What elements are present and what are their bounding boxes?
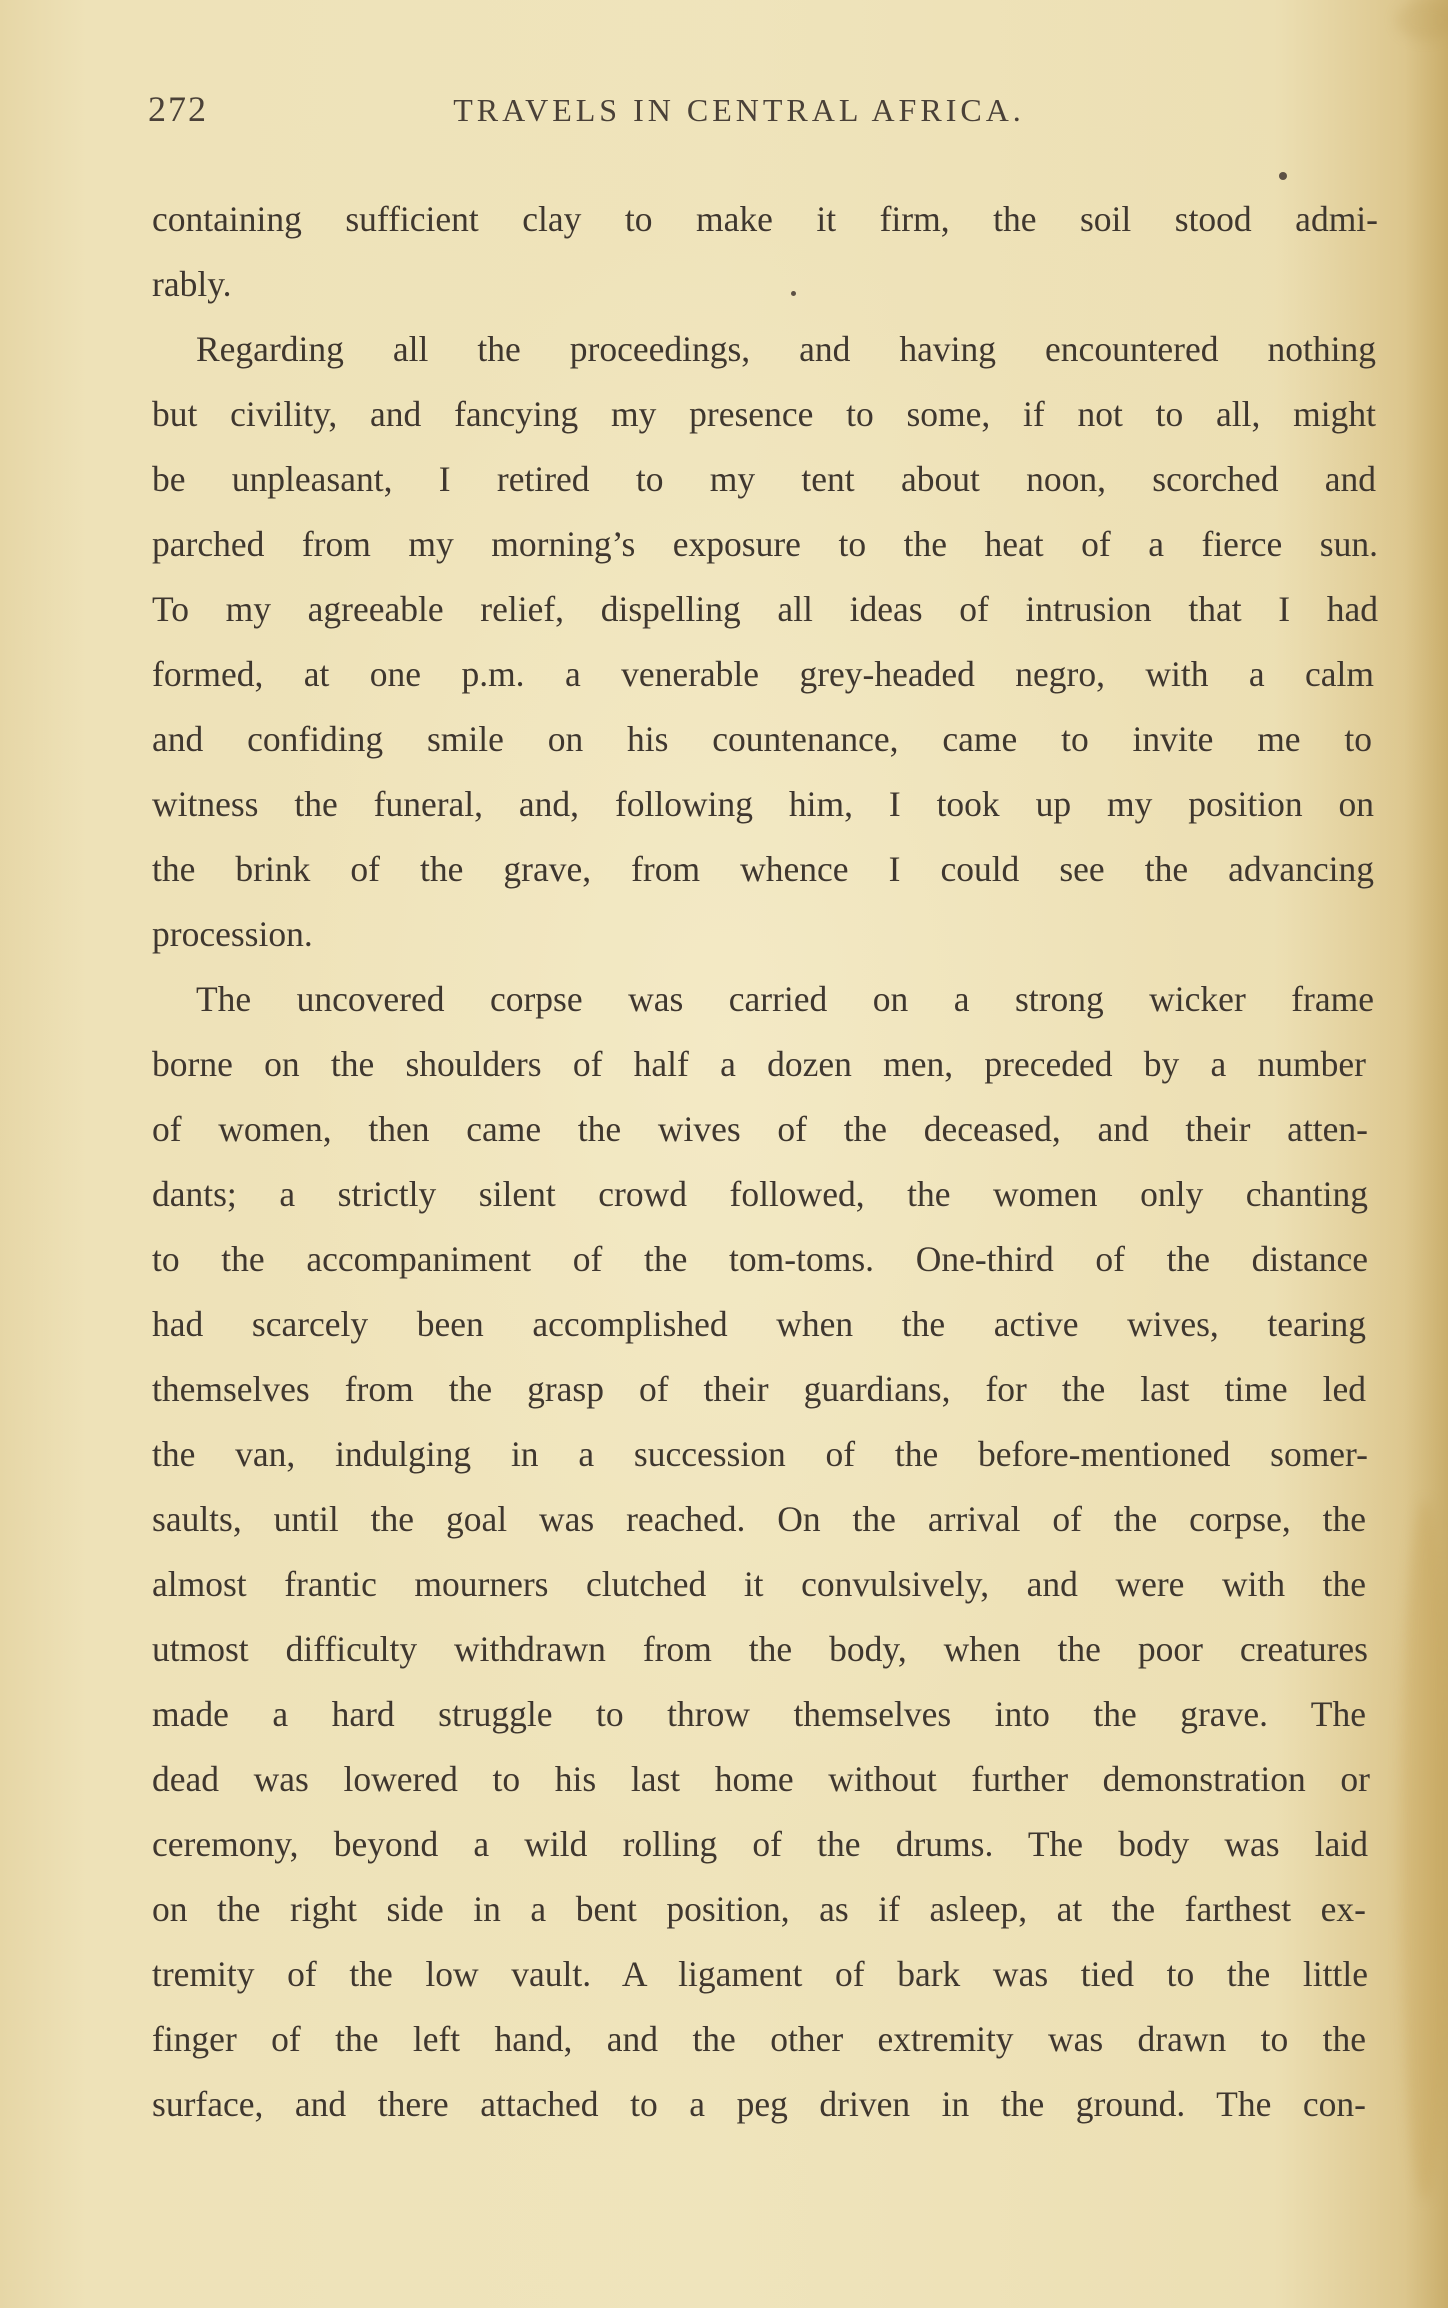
text-line: Regarding all the proceedings, and having encountered nothing xyxy=(196,329,1376,369)
text-line: but civility, and fancying my presence to some, if not to all, might xyxy=(152,394,1376,434)
text-line: tremity of the low vault. A ligament of bark was tied to the little xyxy=(152,1954,1368,1994)
paper-stain xyxy=(1396,0,1448,40)
text-line: to the accompaniment of the tom-toms. One-third of the distance xyxy=(152,1239,1368,1279)
text-line: of women, then came the wives of the deceased, and their atten- xyxy=(152,1109,1368,1149)
page-number: 272 xyxy=(148,89,208,129)
text-line: formed, at one p.m. a venerable grey-headed negro, with a calm xyxy=(152,654,1374,694)
text-line: parched from my morning’s exposure to the heat of a fierce sun. xyxy=(152,524,1378,564)
text-line: procession. xyxy=(152,914,313,954)
text-line: ceremony, beyond a wild rolling of the drums. The body was laid xyxy=(152,1824,1368,1864)
text-line: dants; a strictly silent crowd followed, the women only chanting xyxy=(152,1174,1368,1214)
text-line: be unpleasant, I retired to my tent about noon, scorched and xyxy=(152,459,1376,499)
text-line: and confiding smile on his countenance, came to invite me to xyxy=(152,719,1372,759)
text-line: the brink of the grave, from whence I could see the advancing xyxy=(152,849,1374,889)
text-line: rably. xyxy=(152,264,232,304)
text-line: utmost difficulty withdrawn from the body, when the poor creatures xyxy=(152,1629,1368,1669)
text-line: finger of the left hand, and the other extremity was drawn to the xyxy=(152,2019,1366,2059)
text-line: The uncovered corpse was carried on a strong wicker frame xyxy=(196,979,1374,1019)
ink-speck xyxy=(791,291,796,296)
running-header xyxy=(148,88,1330,148)
text-line: borne on the shoulders of half a dozen men, preceded by a number xyxy=(152,1044,1366,1084)
text-line: themselves from the grasp of their guardians, for the last time led xyxy=(152,1369,1366,1409)
text-line: witness the funeral, and, following him, I took up my position on xyxy=(152,784,1374,824)
text-line: the van, indulging in a succession of the before-mentioned somer- xyxy=(152,1434,1368,1474)
text-line: had scarcely been accomplished when the active wives, tearing xyxy=(152,1304,1366,1344)
text-line: surface, and there attached to a peg driven in the ground. The con- xyxy=(152,2084,1366,2124)
text-line: To my agreeable relief, dispelling all ideas of intrusion that I had xyxy=(152,589,1378,629)
paper-stain xyxy=(1400,1500,1448,2200)
running-title: TRAVELS IN CENTRAL AFRICA. xyxy=(453,92,1025,128)
text-line: dead was lowered to his last home without further demonstration or xyxy=(152,1759,1370,1799)
text-line: saults, until the goal was reached. On the arrival of the corpse, the xyxy=(152,1499,1366,1539)
text-line: made a hard struggle to throw themselves into the grave. The xyxy=(152,1694,1366,1734)
text-line: almost frantic mourners clutched it convulsively, and were with the xyxy=(152,1564,1366,1604)
text-line: on the right side in a bent position, as if asleep, at the farthest ex- xyxy=(152,1889,1366,1929)
ink-speck xyxy=(1279,172,1287,180)
text-line: containing sufficient clay to make it firm, the soil stood admi- xyxy=(152,199,1378,239)
